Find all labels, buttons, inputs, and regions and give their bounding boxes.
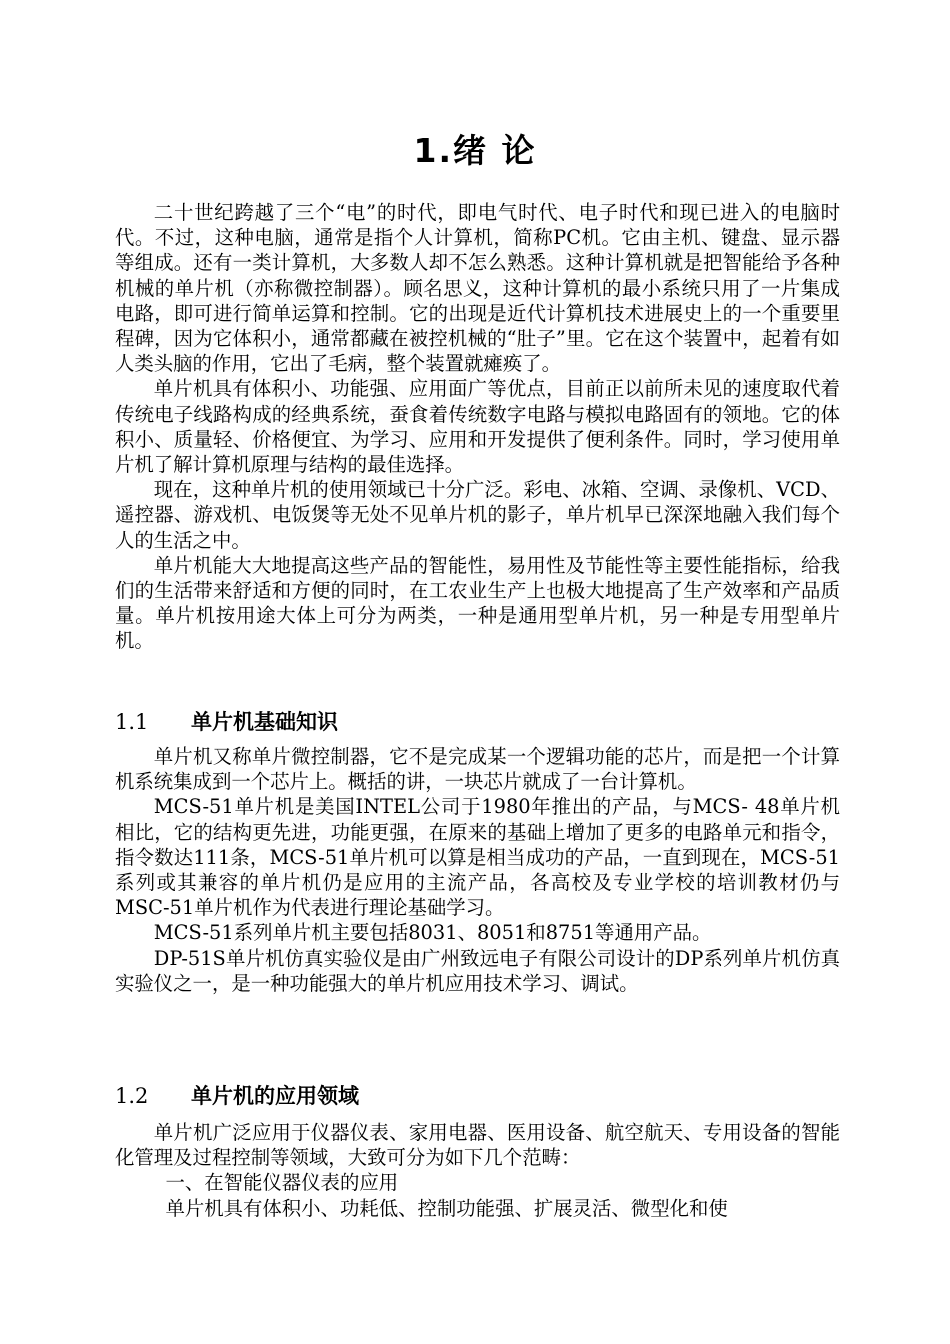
intro-paragraph-2: 单片机具有体积小、功能强、应用面广等优点，目前正以前所未见的速度取代着传统电子线路构成的经典系统，蚕食着传统数字电路与模拟电路固有的领地。它的体积小、质量轻、价格便宜、为学习、应用和开发提供了便利条件。同时，学习使用单片机了解计算机原理与结构的最佳选择。 <box>115 377 840 477</box>
section-1-2-body <box>115 1120 840 1221</box>
section-1-2-subheading: 一、在智能仪器仪表的应用 <box>165 1171 399 1195</box>
section-1-1-body <box>115 744 840 996</box>
chapter-title: 1.绪 论 <box>413 131 537 170</box>
section-1-1-paragraph-3: MCS-51系列单片机主要包括8031、8051和8751等通用产品。 <box>153 921 712 945</box>
section-title: 单片机基础知识 <box>191 710 338 734</box>
section-1-1-paragraph-1: 单片机又称单片微控制器，它不是完成某一个逻辑功能的芯片，而是把一个计算机系统集成到一个芯片上。概括的讲，一块芯片就成了一台计算机。 <box>115 745 840 794</box>
section-1-1-paragraph-4: DP-51S单片机仿真实验仪是由广州致远电子有限公司设计的DP系列单片机仿真实验仪之一，是一种功能强大的单片机应用技术学习、调试。 <box>115 946 840 995</box>
intro-paragraph-3: 现在，这种单片机的使用领域已十分广泛。彩电、冰箱、空调、录像机、VCD、遥控器、游戏机、电饭煲等无处不见单片机的影子，单片机早已深深地融入我们每个人的生活之中。 <box>115 478 840 552</box>
intro-section <box>115 200 840 654</box>
intro-paragraph-1: 二十世纪跨越了三个“电”的时代，即电气时代、电子时代和现已进入的电脑时代。不过，这种电脑，通常是指个人计算机，简称PC机。它由主机、键盘、显示器等组成。还有一类计算机，大多数人却不怎么熟悉。这种计算机就是把智能给予各种机械的单片机（亦称微控制器）。顾名思义，这种计算机的最小系统只用了一片集成电路，即可进行简单运算和控制。它的出现是近代计算机技术进展史上的一个重要里程碑，因为它体积小，通常都藏在被控机械的“肚子”里。它在这个装置中，起着有如人类头脑的作用，它出了毛病，整个装置就瘫痪了。 <box>115 201 840 376</box>
intro-paragraph-4: 单片机能大大地提高这些产品的智能性，易用性及节能性等主要性能指标，给我们的生活带来舒适和方便的同时，在工农业生产上也极大地提高了生产效率和产品质量。单片机按用途大体上可分为两类，一种是通用型单片机，另一种是专用型单片机。 <box>115 553 840 653</box>
section-1-2-heading <box>115 1081 840 1111</box>
section-1-1-paragraph-2: MCS-51单片机是美国INTEL公司于1980年推出的产品，与MCS- 48单片机相比，它的结构更先进，功能更强，在原来的基础上增加了更多的电路单元和指令，指令数达111条，MCS-51单片机可以算是相当成功的产品，一直到现在，MCS-51系列或其兼容的单片机仍是应用的主流产品，各高校及专业学校的培训教材仍与MSC-51单片机作为代表进行理论基础学习。 <box>115 795 840 920</box>
section-1-1-heading <box>115 707 840 737</box>
section-number: 1.2 <box>115 1084 149 1108</box>
section-1-2-paragraph-2: 单片机具有体积小、功耗低、控制功能强、扩展灵活、微型化和使 <box>165 1196 728 1220</box>
section-number: 1.1 <box>115 710 149 734</box>
section-title: 单片机的应用领域 <box>191 1084 359 1108</box>
section-1-2-paragraph-1: 单片机广泛应用于仪器仪表、家用电器、医用设备、航空航天、专用设备的智能化管理及过程控制等领域，大致可分为如下几个范畴： <box>115 1121 840 1170</box>
